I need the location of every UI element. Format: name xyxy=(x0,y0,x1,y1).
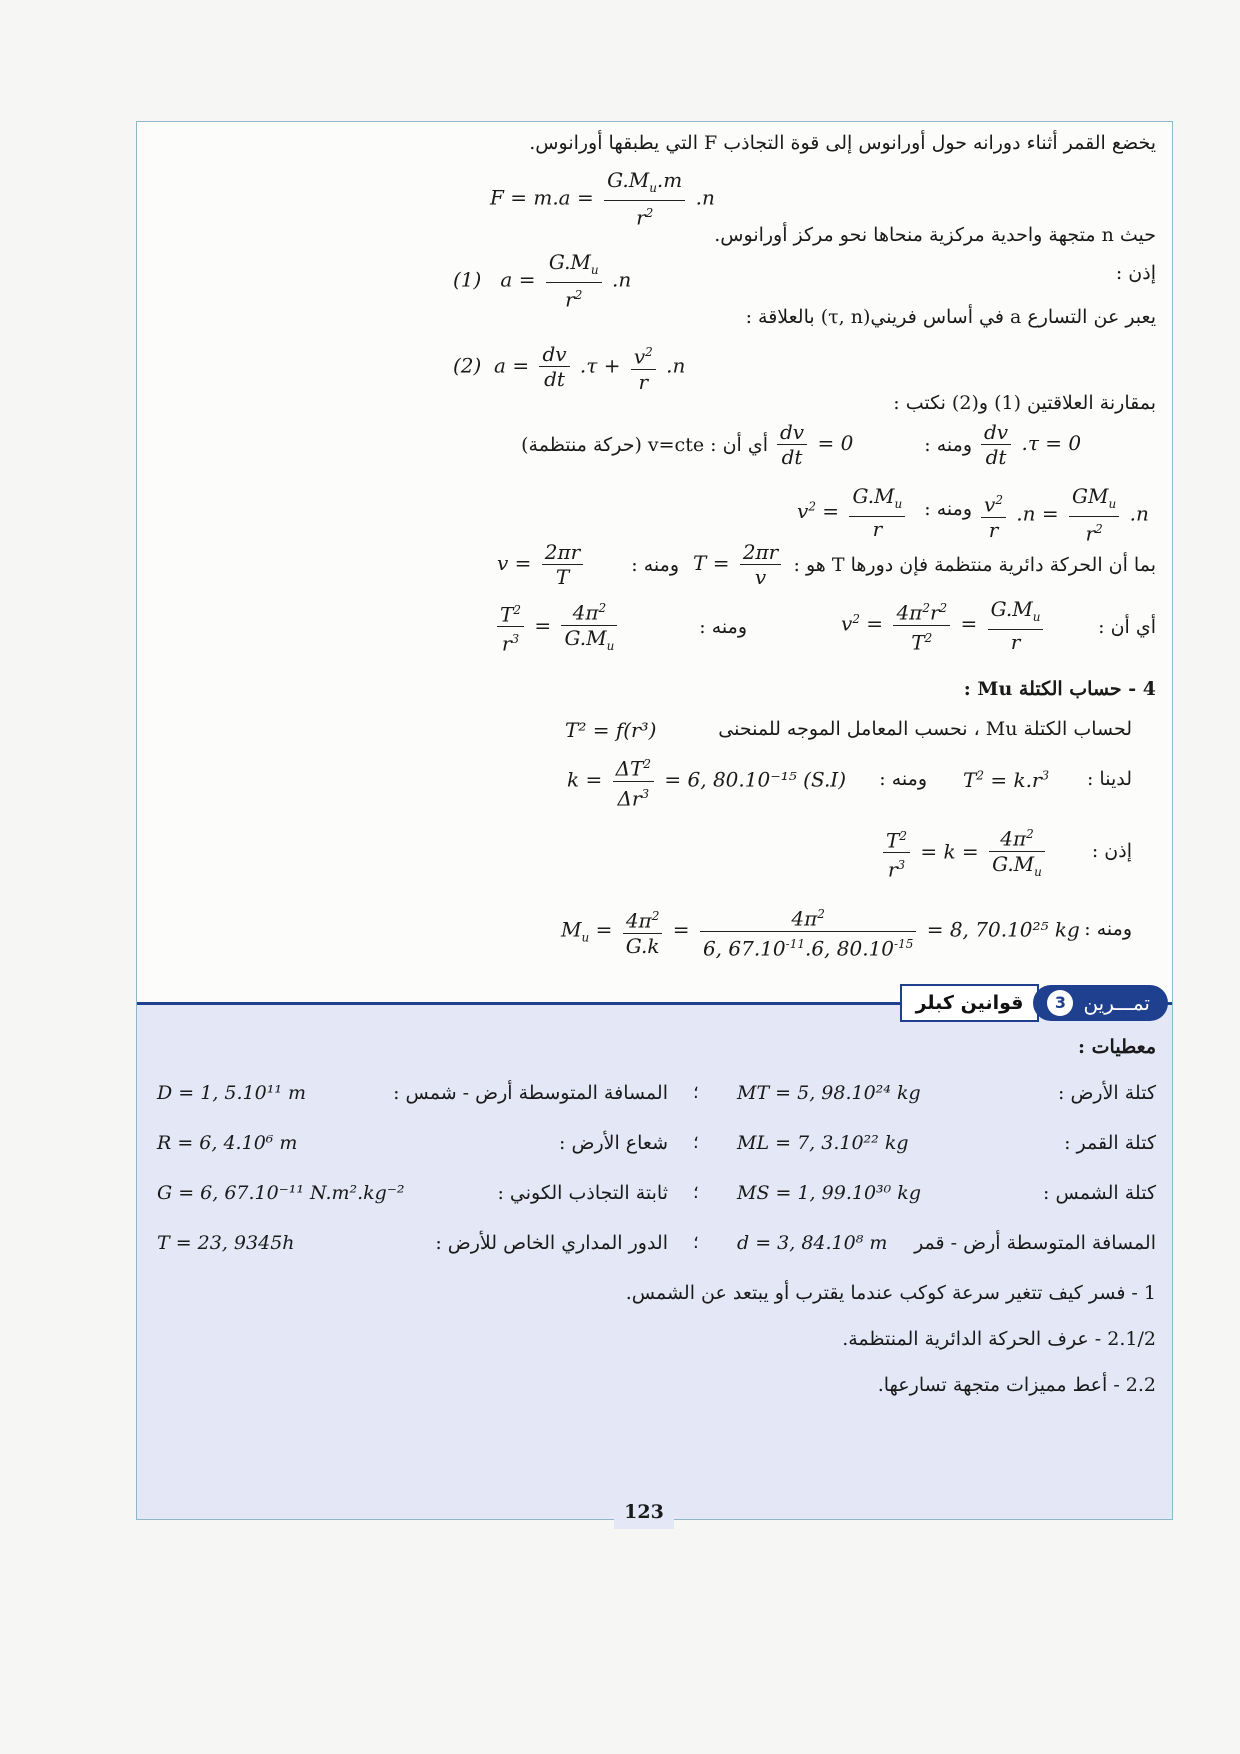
period-intro: بما أن الحركة دائرية منتظمة فإن دورها T هو : xyxy=(793,554,1156,576)
eq1-label: (1) xyxy=(453,267,482,292)
question-2-1: 2.1/2 - عرف الحركة الدائرية المنتظمة. xyxy=(842,1328,1156,1350)
k-relation-eq: $\frac{T^2}{r^3}$ = k = $\frac{4\pi^2}{G.M_u}$ xyxy=(879,822,1049,884)
we-have-label: لدينا : xyxy=(1086,768,1132,790)
n-definition: حيث n متجهة واحدية مركزية منحاها نحو مركز أورانوس. xyxy=(714,224,1156,246)
then-label: إذن : xyxy=(1115,262,1156,284)
eq2-label: (2) xyxy=(453,353,482,378)
mass-result: = 8, 70.10²⁵ kg xyxy=(926,917,1080,942)
solution-section xyxy=(137,122,1172,997)
then-label-2: إذن : xyxy=(1091,840,1132,862)
slope-eq: k = $\frac{\Delta T^2}{\Delta r^3}$ = 6, 80.10⁻¹⁵ (S.I) xyxy=(567,752,846,810)
exercise-section xyxy=(137,991,1172,1519)
velocity-eq: v = $\frac{2\pi r}{T}$ xyxy=(497,540,587,589)
data-value-moon-mass: ML = 7, 3.10²² kg xyxy=(737,1132,909,1154)
data-label-earth-mass: كتلة الأرض : xyxy=(1058,1082,1156,1104)
solution-intro: يخضع القمر أثناء دورانه حول أورانوس إلى قوة التجاذب F التي يطبقها أورانوس. xyxy=(529,132,1156,154)
givens-label: معطيات : xyxy=(1078,1036,1156,1058)
data-label-orbital-period: الدور المداري الخاص للأرض : xyxy=(435,1232,668,1254)
and-so-5: ومنه : xyxy=(879,768,927,790)
mass-intro: لحساب الكتلة Mu ، نحسب المعامل الموجه للمنحنى xyxy=(718,718,1132,740)
period-eq: T = $\frac{2\pi r}{v}$ xyxy=(693,540,785,589)
curve-eq: T² = f(r³) xyxy=(565,718,657,742)
exercise-badge xyxy=(900,984,1168,1022)
k-value: = 6, 80.10⁻¹⁵ (S.I) xyxy=(664,767,847,792)
mass-heading: 4 - حساب الكتلة Mu : xyxy=(963,678,1156,700)
and-so-1: ومنه : xyxy=(924,434,972,456)
page-number: 123 xyxy=(614,1495,674,1529)
force-equation: F = m.a = $\frac{G.M_u.m}{r^2}$ .n xyxy=(490,168,715,230)
separator: ؛ xyxy=(693,1132,699,1153)
separator: ؛ xyxy=(693,1082,699,1103)
question-2-2: 2.2 - أعط مميزات متجهة تسارعها. xyxy=(877,1374,1156,1396)
and-so-4: ومنه : xyxy=(699,616,747,638)
exercise-word: تمـــرين xyxy=(1083,991,1150,1015)
exercise-title: قوانين كبلر xyxy=(900,984,1040,1022)
data-value-gravity-constant: G = 6, 67.10⁻¹¹ N.m².kg⁻² xyxy=(157,1182,405,1204)
data-value-earth-moon: d = 3, 84.10⁸ m xyxy=(737,1232,888,1254)
and-so-3: ومنه : xyxy=(631,554,679,576)
data-label-moon-mass: كتلة القمر : xyxy=(1064,1132,1156,1154)
v-squared-eq: $v^2$ = $\frac{G.M_u}{r}$ xyxy=(797,484,909,541)
data-label-earth-radius: شعاع الأرض : xyxy=(559,1132,668,1154)
page-frame xyxy=(136,121,1173,1520)
compare-line: بمقارنة العلاقتين (1) و(2) نكتب : xyxy=(893,392,1156,414)
acceleration-intro: يعبر عن التسارع a في أساس فريني(τ, n) بالعلاقة : xyxy=(745,306,1156,328)
data-label-earth-moon: المسافة المتوسطة أرض - قمر xyxy=(914,1232,1156,1254)
tangential-equation: $\frac{dv}{dt}$ = 0 xyxy=(773,420,853,469)
separator: ؛ xyxy=(693,1182,699,1203)
normal-eq: $\frac{v^2}{r}$ .n = $\frac{GM_u}{r^2}$ .n xyxy=(977,484,1149,546)
data-label-sun-mass: كتلة الشمس : xyxy=(1043,1182,1156,1204)
data-value-earth-mass: MT = 5, 98.10²⁴ kg xyxy=(737,1082,921,1104)
uniform-note: أي أن : v=cte (حركة منتظمة) xyxy=(521,434,768,456)
data-value-earth-sun: D = 1, 5.10¹¹ m xyxy=(157,1082,306,1104)
tangential-zero: $\frac{dv}{dt}$ .τ = 0 xyxy=(977,420,1081,469)
mass-result-eq: $M_u$ = $\frac{4\pi^2}{G.k}$ = $\frac{4\pi^2}{6, 67.10^{-11}.6, 80.10^{-15}}$ = 8, 70.10²⁵ kg xyxy=(561,902,1080,960)
kepler-third-eq: $\frac{T^2}{r^3}$ = $\frac{4\pi^2}{G.M_u}$ xyxy=(493,596,621,658)
separator: ؛ xyxy=(693,1232,699,1253)
v2-combined-eq: $v^2$ = $\frac{4\pi^2r^2}{T^2}$ = $\frac{G.M_u}{r}$ xyxy=(841,596,1047,654)
proportional-eq: $T^2 = k.r^3$ xyxy=(963,768,1050,792)
and-so-6: ومنه : xyxy=(1084,918,1132,940)
question-1: 1 - فسر كيف تتغير سرعة كوكب عندما يقترب أو يبتعد عن الشمس. xyxy=(625,1282,1156,1304)
exercise-number: 3 xyxy=(1047,990,1073,1016)
and-so-2: ومنه : xyxy=(924,498,972,520)
equation-2: (2) a = $\frac{dv}{dt}$ .τ + $\frac{v^2}{r}$ .n xyxy=(453,340,685,394)
exercise-pill xyxy=(1033,985,1168,1021)
data-value-sun-mass: MS = 1, 99.10³⁰ kg xyxy=(737,1182,921,1204)
ie-label: أي أن : xyxy=(1098,616,1156,638)
data-value-orbital-period: T = 23, 9345h xyxy=(157,1232,295,1254)
data-value-earth-radius: R = 6, 4.10⁶ m xyxy=(157,1132,298,1154)
data-label-gravity-constant: ثابتة التجاذب الكوني : xyxy=(497,1182,668,1204)
equation-1: (1) a = $\frac{G.M_u}{r^2}$ .n xyxy=(453,250,632,312)
data-label-earth-sun: المسافة المتوسطة أرض - شمس : xyxy=(393,1082,668,1104)
